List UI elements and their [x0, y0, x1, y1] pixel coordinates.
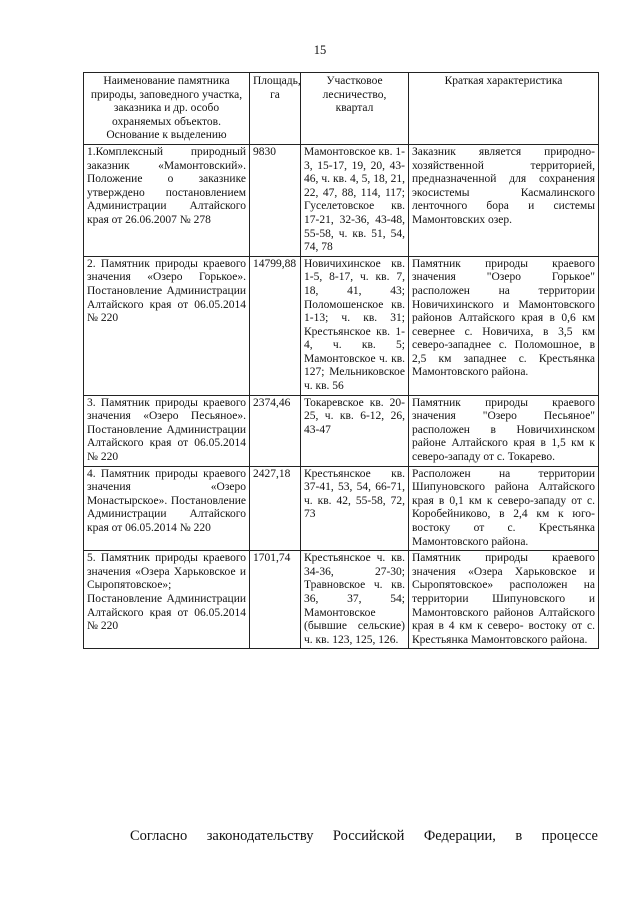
- table-row: [84, 256, 599, 395]
- header-forestry: Участковое лесничество, квартал: [301, 73, 409, 145]
- cell-forestry: Мамонтовское кв. 1-3, 15-17, 19, 20, 43-46, ч. кв. 4, 5, 18, 21, 22, 47, 88, 114, 117; Гуселетовское кв. 17-21, 32-36, 43-48, 55-58, ч. кв. 51, 54, 74, 78: [301, 144, 409, 256]
- cell-name: 5. Памятник природы краевого значения «Озера Харьковское и Сыропятовское»; Постановление Администрации Алтайского края от 06.05.2014 № 220: [84, 551, 250, 649]
- cell-name: 1.Комплексный природный заказник «Мамонтовский». Положение о заказнике утверждено постановлением Администрации Алтайского края от 26.06.2007 № 278: [84, 144, 250, 256]
- header-description: Краткая характеристика: [409, 73, 599, 145]
- cell-area: 1701,74: [250, 551, 301, 649]
- table-header-row: [84, 73, 599, 145]
- cell-forestry: Токаревское кв. 20-25, ч. кв. 6-12, 26, 43-47: [301, 395, 409, 466]
- cell-description: Расположен на территории Шипуновского района Алтайского края в 0,1 км к северо-западу от с. Коробейниково, в 2,4 км к юго-востоку от с. Крестьянка Мамонтовского района.: [409, 466, 599, 551]
- cell-area: 14799,88: [250, 256, 301, 395]
- header-name: Наименование памятника природы, заповедного участка, заказника и др. особо охраняемых объектов. Основание к выделению: [84, 73, 250, 145]
- cell-description: Памятник природы краевого значения "Озеро Горькое" расположен на территории Новичихинского и Мамонтовского районов Алтайского края в 0,6 км севернее с. Новичиха, в 3,5 км северо-западнее с. Поломошное, в 2,5 км западнее с. Крестьянка Мамонтовского района.: [409, 256, 599, 395]
- table-row: [84, 551, 599, 649]
- cell-area: 2374,46: [250, 395, 301, 466]
- cell-forestry: Новичихинское кв. 1-5, 8-17, ч. кв. 7, 18, 41, 43; Поломошенское кв. 1-13; ч. кв. 31; Крестьянское кв. 1-4, ч. кв. 5; Мамонтовское ч. кв. 127; Мельниковское ч. кв. 56: [301, 256, 409, 395]
- page-number: 15: [313, 43, 327, 57]
- header-area: Площадь, га: [250, 73, 301, 145]
- cell-description: Памятник природы краевого значения "Озеро Песьяное" расположен в Новичихинском районе Алтайского края в 1,5 км к северо-западу от с. Токарево.: [409, 395, 599, 466]
- cell-forestry: Крестьянское ч. кв. 34-36, 27-30; Травновское ч. кв. 36, 37, 54; Мамонтовское (бывшие сельские) ч. кв. 123, 125, 126.: [301, 551, 409, 649]
- cell-forestry: Крестьянское кв. 37-41, 53, 54, 66-71, ч. кв. 42, 55-58, 72, 73: [301, 466, 409, 551]
- cell-description: Памятник природы краевого значения «Озера Харьковское и Сыропятовское» расположен на территории Шипуновского и Мамонтовского районов Алтайского края в 4 км к северо- востоку от с. Крестьянка Мамонтовского района.: [409, 551, 599, 649]
- body-paragraph: Согласно законодательству Российской Федерации, в процессе: [130, 828, 598, 844]
- cell-name: 4. Памятник природы краевого значения «Озеро Монастырское». Постановление Администрации Алтайского края от 06.05.2014 № 220: [84, 466, 250, 551]
- cell-name: 2. Памятник природы краевого значения «Озеро Горькое». Постановление Администрации Алтайского края от 06.05.2014 № 220: [84, 256, 250, 395]
- table-row: [84, 144, 599, 256]
- table-row: [84, 395, 599, 466]
- cell-area: 2427,18: [250, 466, 301, 551]
- cell-name: 3. Памятник природы краевого значения «Озеро Песьяное». Постановление Администрации Алтайского края от 06.05.2014 № 220: [84, 395, 250, 466]
- table-row: [84, 466, 599, 551]
- cell-area: 9830: [250, 144, 301, 256]
- protected-areas-table: [83, 72, 599, 649]
- cell-description: Заказник является природно-хозяйственной территорией, предназначенной для сохранения экосистемы Касмалинского ленточного бора и системы Мамонтовских озер.: [409, 144, 599, 256]
